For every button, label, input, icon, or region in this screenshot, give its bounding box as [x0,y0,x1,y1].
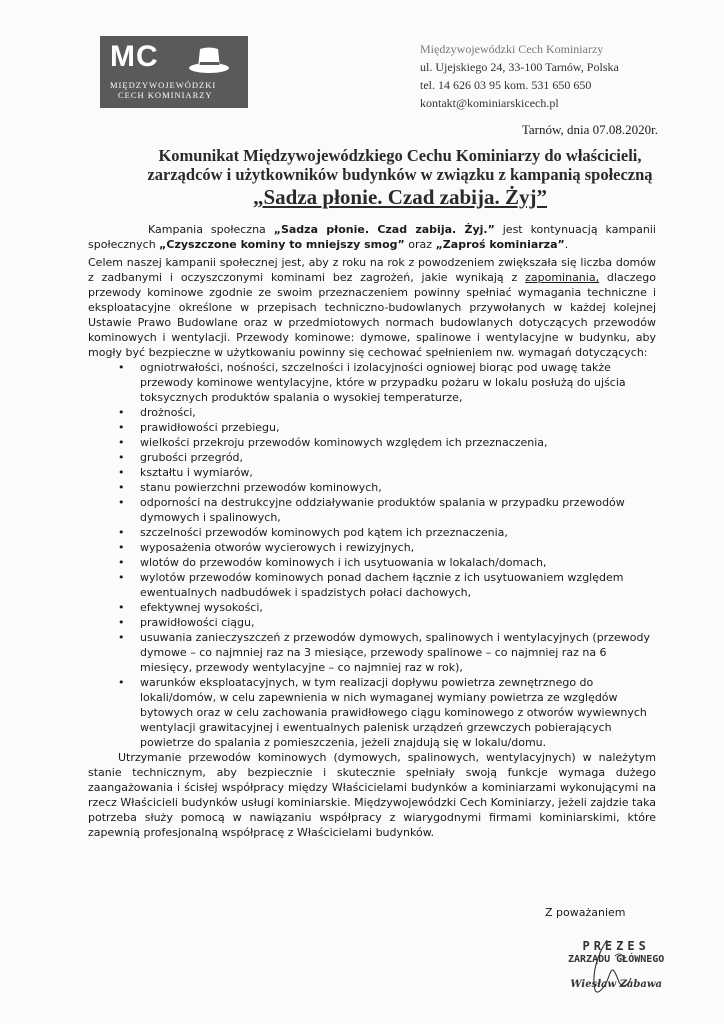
logo-name-line1: MIĘDZYWOJEWÓDZKI [110,80,217,90]
list-item: • szczelności przewodów kominowych pod kątem ich przeznaczenia, [140,525,656,540]
list-item: • odporności na destrukcyjne oddziaływanie produktów spalania w przypadku przewodów dymowych i spalinowych, [140,495,656,525]
list-item: • ogniotrwałości, nośności, szczelności i izolacyjności ogniowej biorąc pod uwagę także przewody kominowe wentylacyjne, które w przypadku pożaru w lokalu posłużą do ujścia toksycznych produktów spalania o wysokiej temperaturze, [140,360,656,405]
intro-prefix: Kampania społeczna [148,223,274,236]
top-hat-icon [188,46,230,74]
list-item: • drożności, [140,405,656,420]
document-body [88,222,656,840]
intro-end: . [564,238,569,251]
intro-campaign3: „Zaproś kominiarza” [435,238,565,251]
logo-name-line2: CECH KOMINIARZY [118,90,213,100]
list-item: • stanu powierzchni przewodów kominowych, [140,480,656,495]
list-item: • wielkości przekroju przewodów kominowych względem ich przeznaczenia, [140,435,656,450]
list-item: • grubości przegród, [140,450,656,465]
intro-middle: jest kontynuacją kampanii społecznych [88,223,656,251]
list-item: • wyposażenia otworów wycierowych i rewizyjnych, [140,540,656,555]
list-item: • prawidłowości ciągu, [140,615,656,630]
org-address: ul. Ujejskiego 24, 33-100 Tarnów, Polska [420,60,619,74]
logo-name [110,80,216,100]
list-item: • warunków eksploatacyjnych, w tym realizacji dopływu powietrza zewnętrznego do lokali/domów, w celu zapewnienia w nich wymaganej wymiany powietrza ze względów bytowych oraz w celu zachowania prawidłowego ciągu kominowego z otworów wywiewnych wentylacji grawitacyjnej i ewentualnych palenisk urządzeń grzewczych pobierających powietrze do spalania z pomieszczenia, jeżeli znajdują się w lokalu/domu. [140,675,656,750]
list-item: • usuwania zanieczyszczeń z przewodów dymowych, spalinowych i wentylacyjnych (przewody dymowe – co najmniej raz na 3 miesiące, przewody spalinowe – co najmniej raz na 6 miesięcy, przewody wentylacyjne – co najmniej raz w rok), [140,630,656,675]
intro-campaign-name: „Sadza płonie. Czad zabija. Żyj.” [273,223,495,236]
logo-initials: MC [110,40,159,73]
stamp-body: ZARZĄDU GŁÓWNEGO [568,954,665,965]
list-item: • wylotów przewodów kominowych ponad dachem łącznie z ich usytuowaniem względem ewentualnych nadbudówek i spadzistych połaci dachowych, [140,570,656,600]
intro-and: oraz [404,238,436,251]
org-phone: tel. 14 626 03 95 kom. 531 650 650 [420,78,592,92]
letterhead [420,40,619,112]
campaign-title: „Sadza płonie. Czad zabija. Żyj” [252,185,548,209]
list-item: • efektywnej wysokości, [140,600,656,615]
letter-date: Tarnów, dnia 07.08.2020r. [521,122,658,137]
purpose-underlined: zapominania, [525,271,600,284]
organization-logo [100,36,248,108]
document-title [90,146,710,210]
purpose-paragraph [88,255,656,360]
list-item: • kształtu i wymiarów, [140,465,656,480]
closing-paragraph: Utrzymanie przewodów kominowych (dymowych, spalinowych, wentylacyjnych) w należytym stanie technicznym, aby bezpiecznie i skutecznie spełniały swoją funkcje wymaga dużego zaangażowania i ścisłej współpracy między Właścicielami budynków a kominiarzami wykonującymi na rzecz Właścicieli budynków usługi kominiarskie. Międzywojewódzki Cech Kominiarzy, jeżeli zajdzie taka potrzeba służy pomocą w nawiązaniu współpracy z wiarygodnymi firmami kominiarskimi, które zapewnią profesjonalną współpracę z Właścicielami budynków. [88,751,656,839]
intro-paragraph [88,222,656,252]
purpose-after: dlaczego przewody kominowe zgodnie ze swoim przeznaczeniem powinny spełniać wymagania techniczne i eksploatacyjne określone w przepisach techniczno-budowlanych przywołanych w każdej kolejnej Ustawie Prawo Budowlane oraz w przedmiotowych normach budowlanych dotyczących przewodów kominowych i wentylacji. Przewody kominowe: dymowe, spalinowe i wentylacyjne w budynku, aby mogły być bezpieczne w użytkowaniu powinny się cechować spełnieniem nw. wymagań dotyczących: [88,271,656,359]
requirements-list [88,360,656,750]
list-item: • wlotów do przewodów kominowych i ich usytuowania w lokalach/domach, [140,555,656,570]
official-stamp [568,940,664,991]
list-item: • prawidłowości przebiegu, [140,420,656,435]
stamp-name: Wiesław Zabawa [570,979,662,990]
intro-campaign2: „Czyszczone kominy to mniejszy smog” [159,238,405,251]
title-line1: Komunikat Międzywojewódzkiego Cechu Kominiarzy do właścicieli, [158,146,642,165]
org-email: kontakt@kominiarskicech.pl [420,96,559,110]
regards: Z poważaniem [545,906,626,919]
org-name: Międzywojewódzki Cech Kominiarzy [420,42,604,56]
stamp-title: PREZES [582,939,650,953]
purpose-before: Celem naszej kampanii społecznej jest, aby z roku na rok z powodzeniem zwiększała się liczba domów z zadbanymi i oczyszczonymi kominami bez zagrożeń, jakie wynikają z [88,256,656,284]
title-line2: zarządców i użytkowników budynków w związku z kampanią społeczną [147,165,653,184]
